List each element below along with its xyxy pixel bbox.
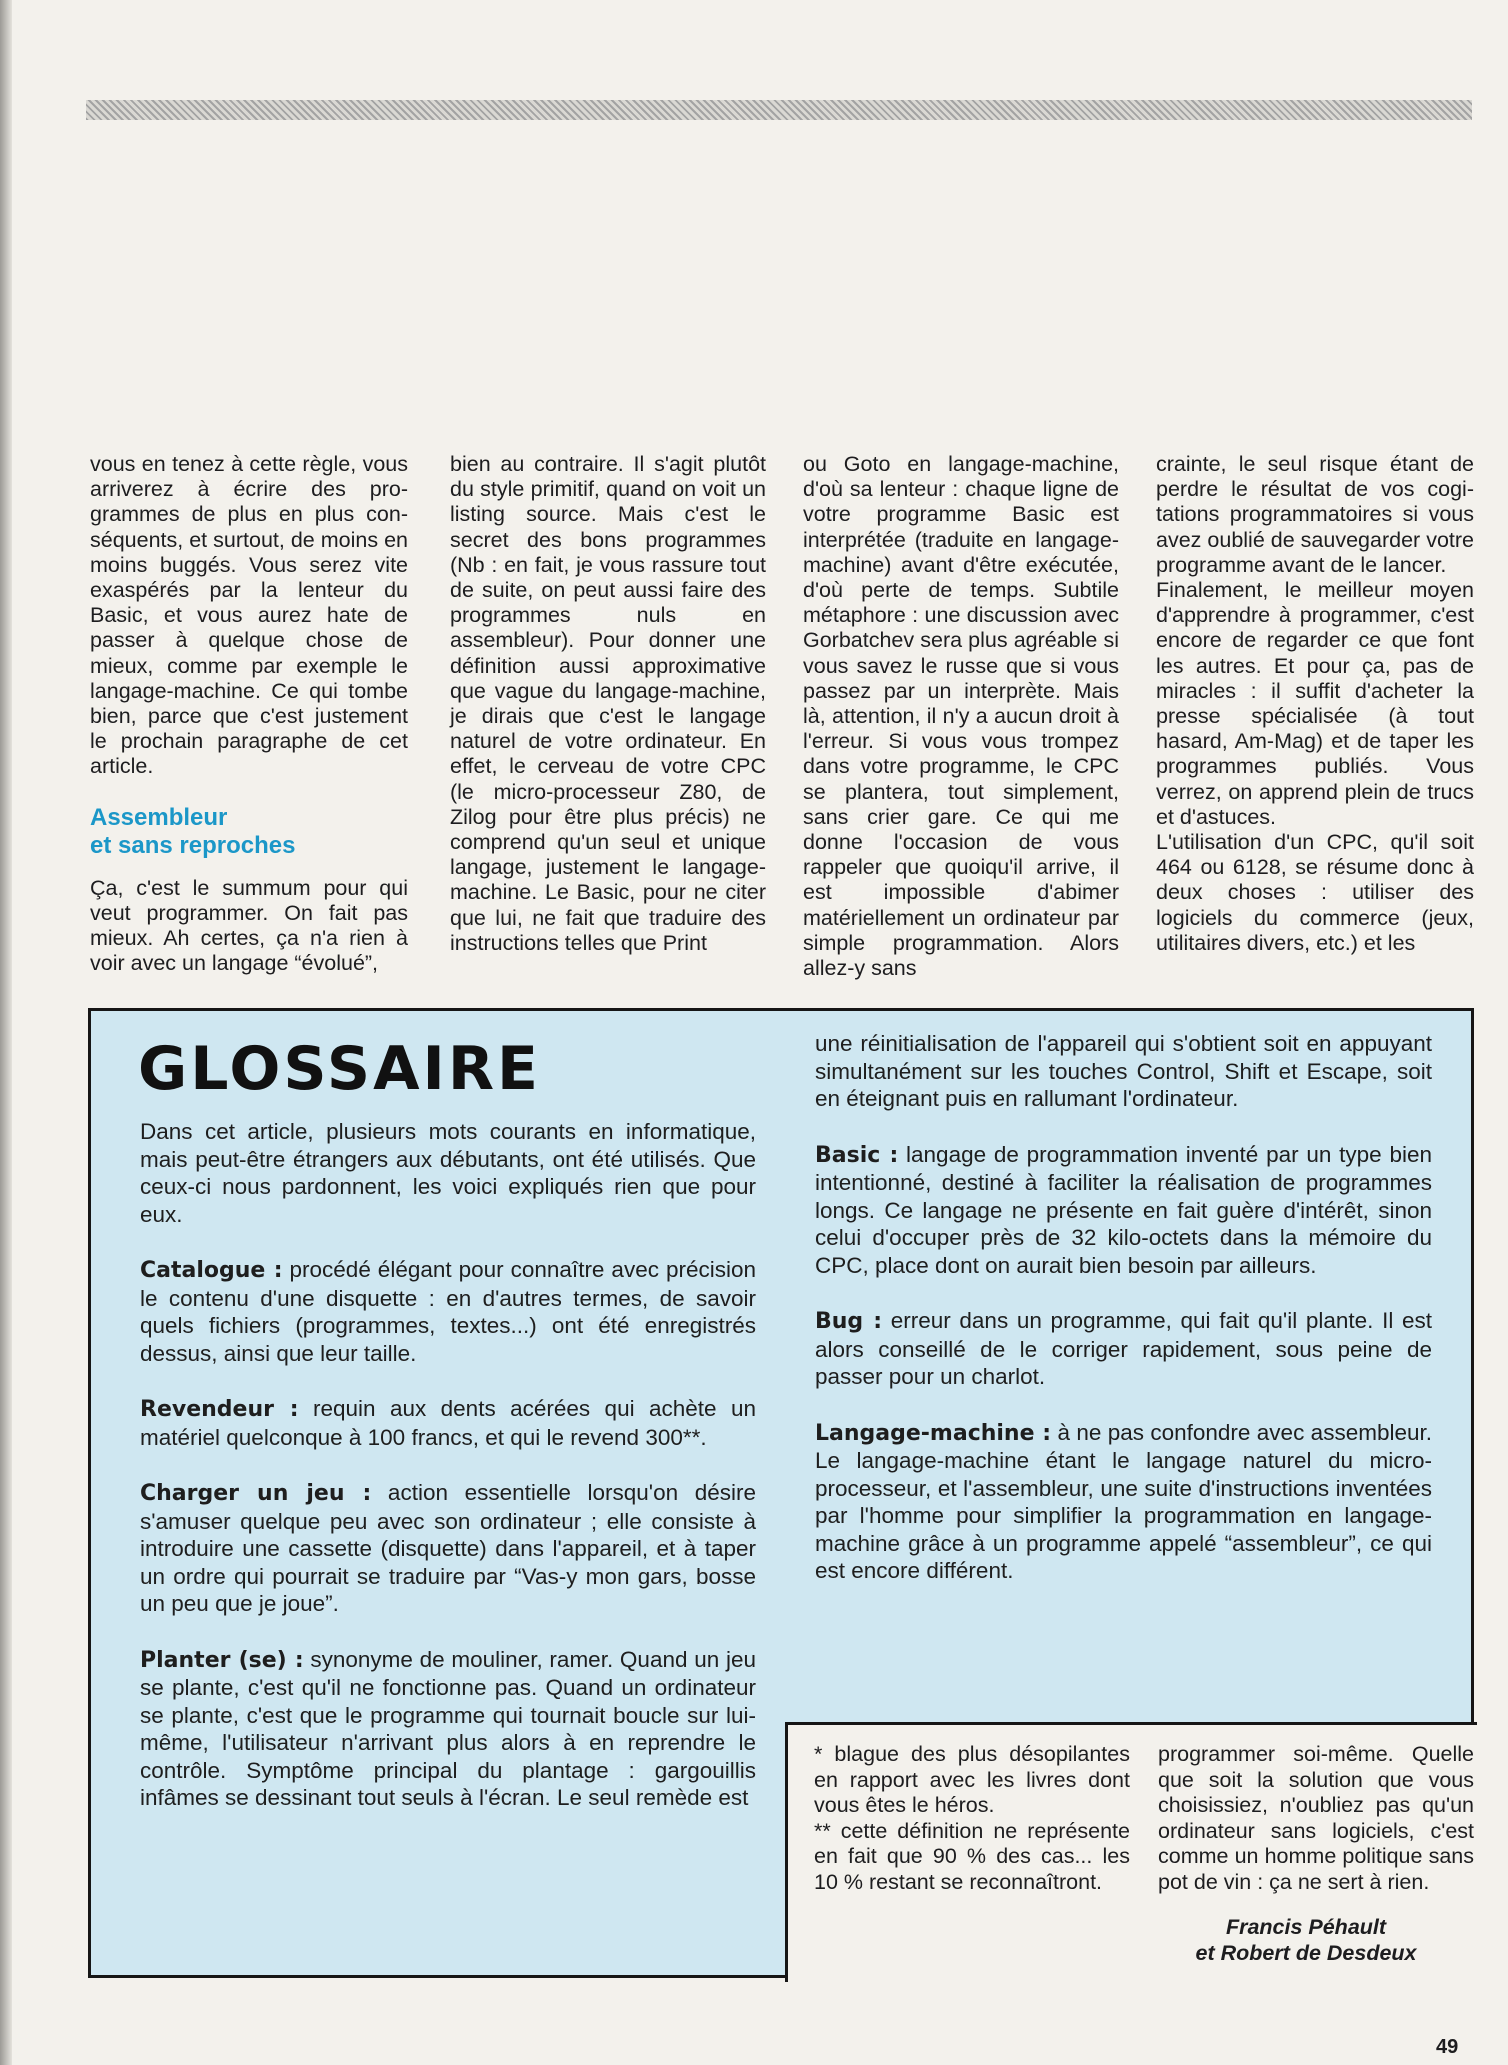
glossary-definition: langage de programmation inventé par un type bien intentionné, destiné à faciliter la réalisation de programmes longs. Ce langage ne présente en fait guère d'intérêt, sinon celui d'occuper près de 32 kilo-octets dans la mémoire du CPC, place dont on aurait bien besoin par ailleurs. [815, 1141, 1432, 1278]
glossary-entry-revendeur [140, 1395, 756, 1451]
glossary-definition: requin aux dents acérées qui achète un matériel quelconque à 100 francs, et qui le revend 300**. [140, 1396, 756, 1450]
footnote-2: ** cette définition ne représente en fait que 90 % des cas... les 10 % restant se reconnaîtront. [814, 1818, 1130, 1894]
glossary-column-2 [815, 1030, 1432, 1613]
page-number: 49 [1436, 2036, 1459, 2058]
glossary-definition: erreur dans un programme, qui fait qu'il plante. Il est alors conseillé de le corriger rapidement, sous peine de passer pour un charlot. [815, 1308, 1432, 1389]
footnote-1: * blague des plus désopilantes en rapport avec les livres dont vous êtes le héros. [814, 1742, 1130, 1817]
article-column-2 [450, 452, 766, 956]
glossary-entry-basic [815, 1141, 1432, 1280]
glossary-definition: procédé élégant pour connaître avec précision le contenu d'une disquette : en d'autres termes, de savoir quels fichiers (programmes, textes...) ont été enregistrés dessus, ainsi que leur taille. [140, 1257, 756, 1366]
glossary-term: Revendeur : [140, 1397, 299, 1422]
article-paragraph: Ça, c'est le summum pour qui veut programmer. On fait pas mieux. Ah certes, ça n'a rien à voir avec un langage “évolué”, [90, 875, 408, 976]
article-paragraph: vous en tenez à cette règle, vous arriverez à écrire des programmes de plus en plus conséquents, et surtout, de moins en moins buggés. Vous serez vite exaspérés par la lenteur du Basic, et vous aurez hate de passer à quelque chose de mieux, comme par exemple le langage-machine. Ce qui tombe bien, parce que c'est justement le prochain paragraphe de cet article. [90, 452, 408, 779]
author-line-1: Francis Péhault [1225, 1915, 1387, 1939]
article-paragraph: crainte, le seul risque étant de perdre le résultat de vos cogitations programmatoires si vous avez oublié de sauvegarder votre programme avant de le lancer. [1156, 452, 1474, 577]
glossary-term: Langage-machine : [815, 1420, 1052, 1446]
article-paragraph: L'utilisation d'un CPC, qu'il soit 464 ou 6128, se résume donc à deux choses : utiliser des logiciels du commerce (jeux, utilitaires divers, etc.) et les [1156, 830, 1474, 955]
glossary-entry-planter-continued [815, 1030, 1432, 1113]
glossary-column-1 [140, 1118, 756, 1840]
article-paragraph: Finalement, le meilleur moyen d'apprendre à programmer, c'est encore de regarder ce que font les autres. Et pour ça, pas de miracles : il suffit d'acheter la presse spécialisée (à tout hasard, Am-Mag) et de taper les programmes publiés. Vous verrez, on apprend plein de trucs et d'astuces. [1156, 578, 1474, 829]
decorative-hatched-band [86, 100, 1472, 120]
author-line-2: et Robert de Desdeux [1195, 1941, 1417, 1965]
footnotes-column [814, 1742, 1130, 1895]
glossary-definition: action essentielle lorsqu'on désire s'amuser quelque peu avec son ordinateur ; elle consiste à introduire une cassette (disquette) dans l'appareil, et à taper un ordre qui pourrait se traduire par “Vas-y mon gars, bosse un peu que je joue”. [140, 1480, 757, 1616]
glossary-term: Basic : [815, 1142, 899, 1168]
article-column-3 [803, 452, 1119, 981]
glossary-definition: synonyme de mouliner, ramer. Quand un jeu se plante, c'est qu'il ne fonctionne pas. Quand un ordinateur se plante, c'est que le programme qui tournait boucle sur lui-même, l'utilisateur n'arrivant plus alors à en reprendre le contrôle. Symptôme principal du plantage : gargouillis infâmes se dessinant tout seuls à l'écran. Le seul remède est [140, 1646, 756, 1810]
closing-column [1158, 1742, 1474, 1895]
closing-paragraph: programmer soi-même. Quelle que soit la solution que vous choisissiez, n'oubliez pas qu'un ordinateur sans logiciels, c'est comme un homme politique sans pot de vin : ça ne sert à rien. [1158, 1742, 1474, 1894]
author-signature [1156, 1914, 1476, 1966]
glossary-term: Bug : [815, 1309, 883, 1334]
glossary-term: Planter (se) : [140, 1647, 304, 1673]
page-edge-shadow [0, 0, 12, 2065]
article-column-1 [90, 452, 408, 976]
glossary-definition: à ne pas confondre avec assembleur. Le langage-machine étant le langage naturel du micro-processeur, et l'assembleur, une suite d'instructions inventées par l'homme pour simplifier la programmation en langage-machine grâce à un programme appelé “assembleur”, ce qui est encore différent. [815, 1419, 1432, 1583]
article-column-4 [1156, 452, 1474, 956]
glossary-entry-catalogue [140, 1256, 756, 1367]
glossary-term: Catalogue : [140, 1258, 283, 1283]
glossary-definition: une réinitialisation de l'appareil qui s'obtient soit en appuyant simultanément sur les touches Control, Shift et Escape, soit en éteignant puis en rallumant l'ordinateur. [815, 1031, 1432, 1111]
article-paragraph: bien au contraire. Il s'agit plutôt du style primitif, quand on voit un listing source. Mais c'est le secret des bons programmes (Nb : en fait, je vous rassure tout de suite, on peut aussi faire des programmes nuls en assembleur). Pour donner une définition aussi approximative que vague du langage-machine, je dirais que c'est le langage naturel de votre ordinateur. En effet, le cerveau de votre CPC (le micro-processeur Z80, de Zilog pour être plus précis) ne comprend qu'un seul et unique langage, justement le langage-machine. Le Basic, pour ne citer que lui, ne fait que traduire des instructions telles que Print [450, 452, 766, 955]
glossary-entry-bug [815, 1307, 1432, 1391]
glossary-intro: Dans cet article, plusieurs mots courants en informatique, mais peut-être étrangers aux débutants, ont été utilisés. Que ceux-ci nous pardonnent, les voici expliqués rien que pour eux. [140, 1119, 756, 1227]
glossary-entry-charger-un-jeu [140, 1479, 756, 1618]
glossary-entry-planter [140, 1646, 756, 1812]
subheading-line-1: Assembleur [90, 803, 228, 831]
section-subheading [90, 804, 408, 860]
article-paragraph: ou Goto en langage-machine, d'où sa lenteur : chaque ligne de votre programme Basic est interprétée (traduite en langage-machine) avant d'être exécutée, d'où perte de temps. Subtile métaphore : une discussion avec Gorbatchev sera plus agréable si vous savez le russe que si vous passez par un interprète. Mais là, attention, il n'y a aucun droit à l'erreur. Si vous vous trompez dans votre programme, le CPC se plantera, tout simplement, sans crier gare. Ce qui me donne l'occasion de vous rappeler que quoiqu'il arrive, il est impossible d'abimer matériellement un ordinateur par simple programmation. Alors allez-y sans [803, 452, 1119, 981]
glossary-term: Charger un jeu : [140, 1481, 372, 1506]
glossary-title: GLOSSAIRE [138, 1034, 542, 1104]
subheading-line-2: et sans reproches [90, 831, 296, 859]
glossary-entry-langage-machine [815, 1419, 1432, 1585]
